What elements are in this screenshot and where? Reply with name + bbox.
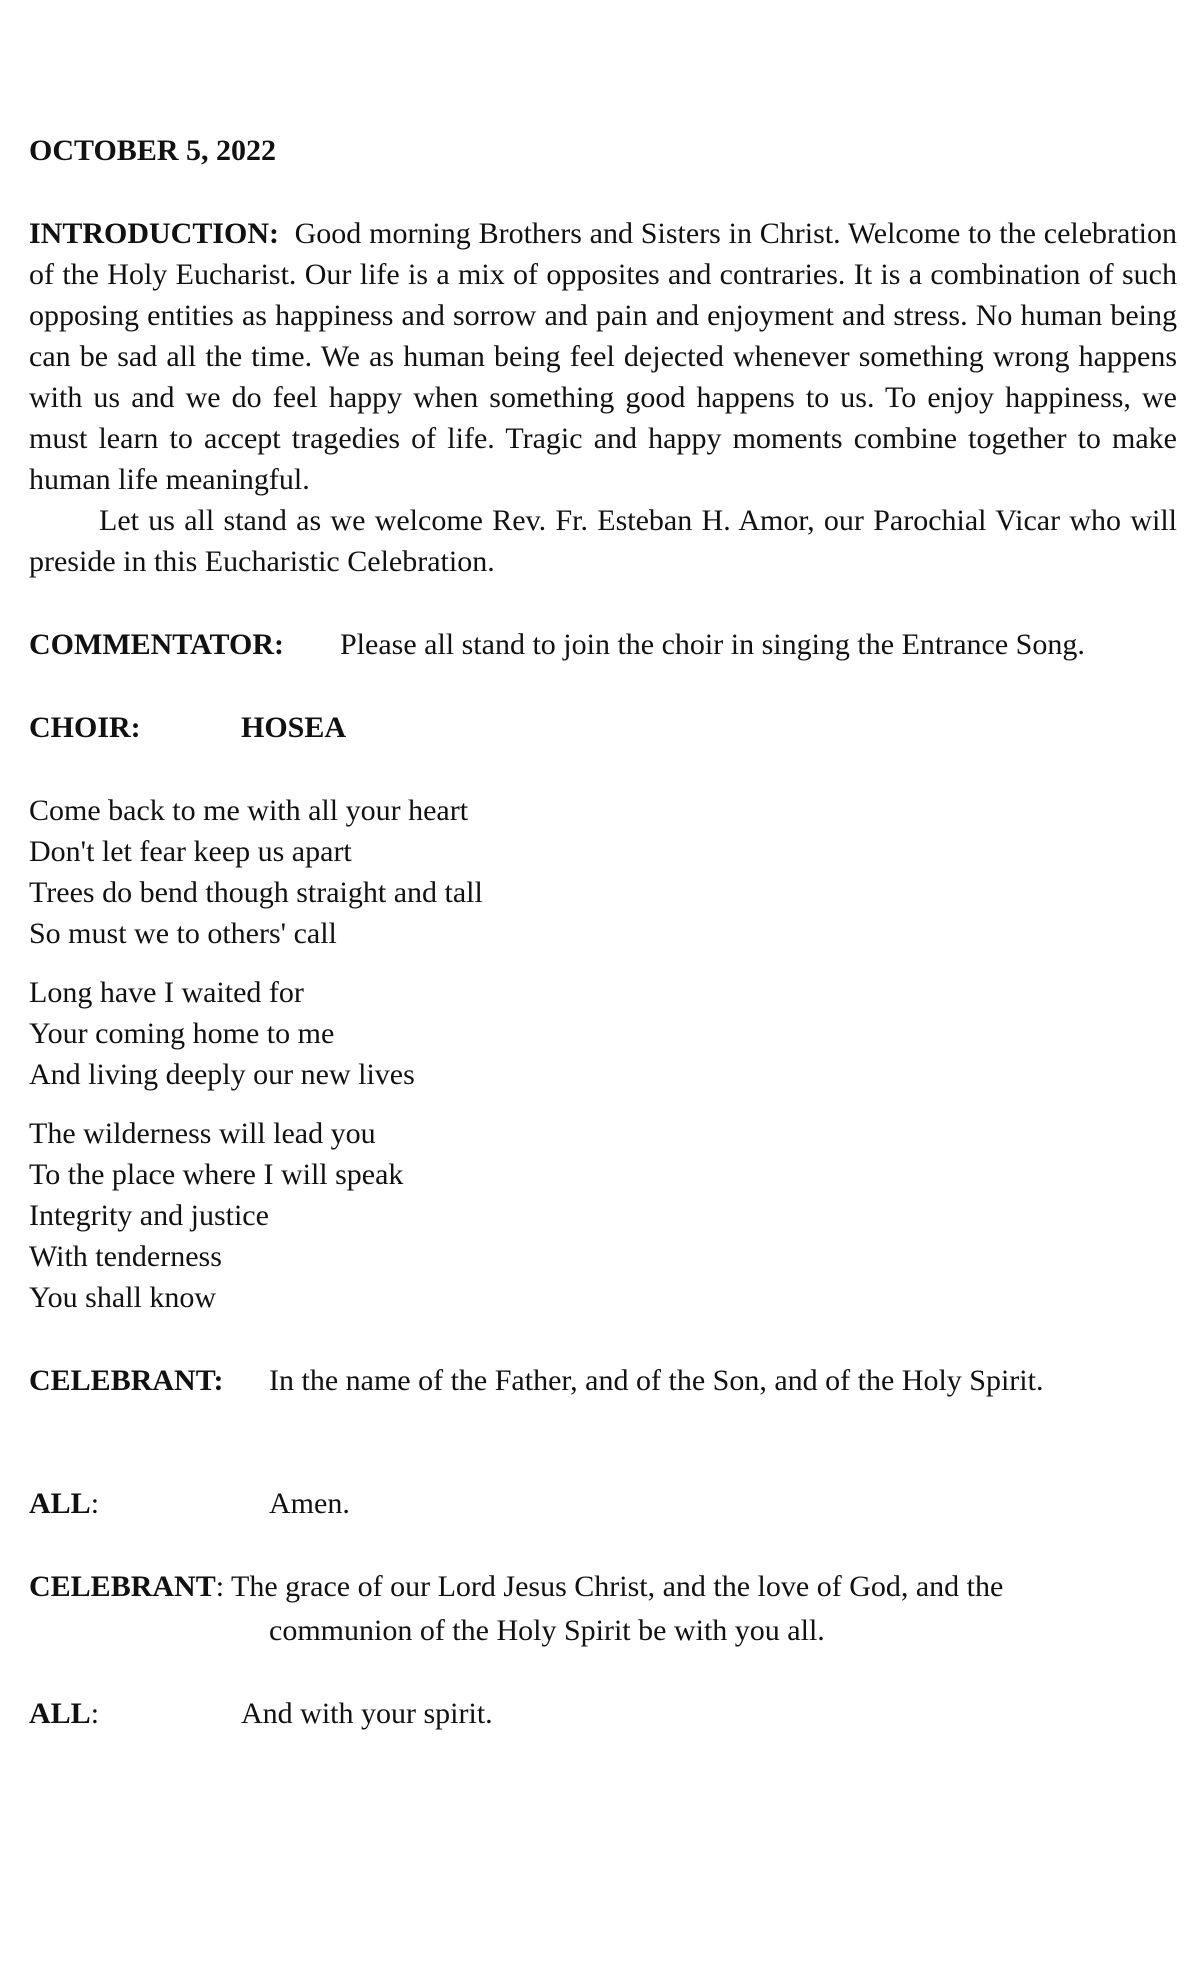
lyric-line: Don't let fear keep us apart <box>29 835 352 868</box>
stanza <box>29 790 1177 954</box>
all-response-text: Amen. <box>269 1487 350 1520</box>
celebrant-label-text: CELEBRANT <box>29 1364 214 1397</box>
all-label-colon: : <box>90 1487 100 1520</box>
lyric-line: And living deeply our new lives <box>29 1058 415 1091</box>
all-response-text: And with your spirit. <box>241 1697 493 1730</box>
all-label-text: ALL <box>29 1487 91 1520</box>
lyric-line: Long have I waited for <box>29 976 304 1009</box>
lyric-line: The wilderness will lead you <box>29 1117 376 1150</box>
all-response-spirit <box>29 1693 1177 1734</box>
lyric-line: Come back to me with all your heart <box>29 794 469 827</box>
lyric-line: Integrity and justice <box>29 1199 269 1232</box>
celebrant-grace-continuation: communion of the Holy Spirit be with you all. <box>269 1614 825 1647</box>
song-lyrics <box>29 790 1177 1318</box>
lyric-line: With tenderness <box>29 1240 222 1273</box>
song-title: HOSEA <box>241 711 347 744</box>
celebrant-label-colon: : <box>215 1570 225 1603</box>
introduction-paragraph <box>29 213 1177 500</box>
all-label-colon: : <box>90 1697 100 1730</box>
missal-page <box>29 130 1177 1734</box>
celebrant-grace-section <box>29 1566 1177 1651</box>
celebrant-grace-line <box>29 1566 1177 1607</box>
choir-label: CHOIR: <box>29 711 141 744</box>
stanza <box>29 972 1177 1095</box>
commentator-text: Please all stand to join the choir in singing the Entrance Song. <box>340 628 1085 661</box>
introduction-welcome-paragraph: Let us all stand as we welcome Rev. Fr. Esteban H. Amor, our Parochial Vicar who will preside in this Eucharistic Celebration. <box>29 504 1177 578</box>
all-response-amen <box>29 1483 1177 1524</box>
commentator-section <box>29 624 1177 665</box>
choir-heading <box>29 707 1177 748</box>
introduction-label: INTRODUCTION: <box>29 217 280 250</box>
lyric-line: Trees do bend though straight and tall <box>29 876 483 909</box>
commentator-label: COMMENTATOR: <box>29 628 284 661</box>
lyric-line: Your coming home to me <box>29 1017 335 1050</box>
all-label-text: ALL <box>29 1697 91 1730</box>
celebrant-greeting-section <box>29 1360 1177 1401</box>
lyric-line: So must we to others' call <box>29 917 337 950</box>
all-label <box>29 1483 269 1524</box>
celebrant-label-colon: : <box>213 1364 224 1397</box>
lyric-line: You shall know <box>29 1281 216 1314</box>
all-label <box>29 1693 241 1734</box>
introduction-text: Good morning Brothers and Sisters in Christ. Welcome to the celebration of the Holy Eucharist. Our life is a mix of opposites and contraries. It is a combination of such opposing entities as happiness and sorrow and pain and enjoyment and stress. No human being can be sad all the time. We as human being feel dejected whenever something wrong happens with us and we do feel happy when something good happens to us. To enjoy happiness, we must learn to accept tragedies of life. Tragic and happy moments combine together to make human life meaningful. <box>29 217 1178 496</box>
lyric-line: To the place where I will speak <box>29 1158 404 1191</box>
stanza <box>29 1113 1177 1318</box>
celebrant-label-text: CELEBRANT <box>29 1570 216 1603</box>
celebrant-text: In the name of the Father, and of the Son, and of the Holy Spirit. <box>269 1364 1044 1397</box>
celebrant-label <box>29 1360 269 1401</box>
date-heading: OCTOBER 5, 2022 <box>29 134 276 167</box>
celebrant-grace-text: The grace of our Lord Jesus Christ, and the love of God, and the <box>231 1570 1004 1603</box>
